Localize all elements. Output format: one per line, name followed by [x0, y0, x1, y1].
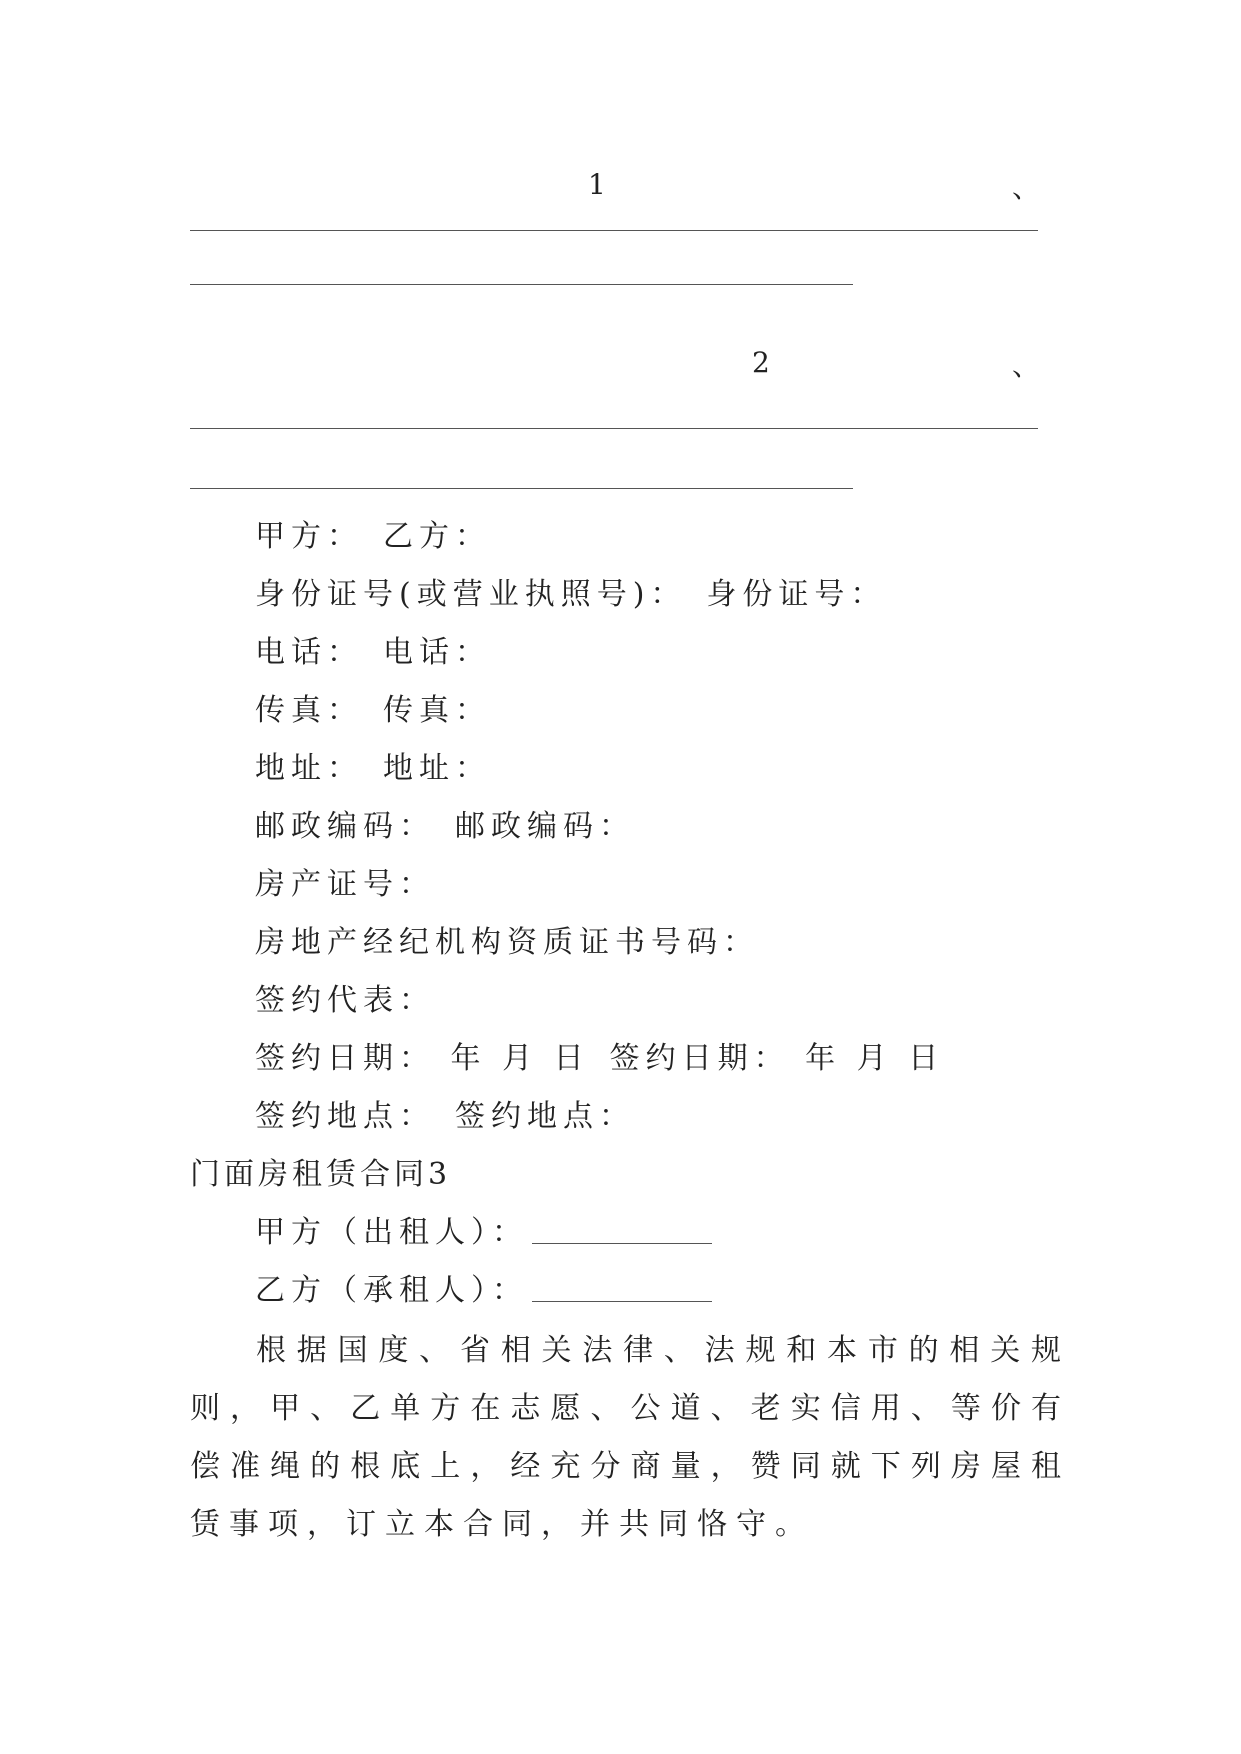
field-label: 房产证号：	[255, 867, 435, 902]
field-label: 邮政编码：	[255, 809, 435, 844]
field-row	[255, 691, 491, 731]
contract-paragraph: 根据国度、省相关法律、法规和本市的相关规则，甲、乙单方在志愿、公道、老实信用、等价有偿准绳的根底上，经充分商量，赞同就下列房屋租赁事项，订立本合同，并共同恪守。	[190, 1333, 1070, 1542]
field-label: 乙方：	[383, 519, 491, 554]
party-a-blank	[532, 1217, 712, 1244]
party-a-label: 甲方（出租人）：	[255, 1215, 528, 1250]
item-2-line	[190, 346, 1040, 386]
item-1-number: 1	[588, 168, 606, 201]
item-2-separator: 、	[1011, 349, 1040, 382]
field-label: 签约地点：	[455, 1099, 635, 1134]
blank-line	[190, 284, 853, 285]
field-label: 传真：	[383, 693, 491, 728]
item-2-number: 2	[752, 346, 770, 379]
field-row	[255, 981, 435, 1021]
field-row	[255, 923, 759, 963]
field-label: 地址：	[255, 751, 363, 786]
field-label: 身份证号(或营业执照号)：	[255, 577, 687, 612]
field-row	[255, 865, 435, 905]
field-label: 签约地点：	[255, 1099, 435, 1134]
field-label: 房地产经纪机构资质证书号码：	[255, 925, 759, 960]
field-label: 甲方：	[255, 519, 363, 554]
field-label: 传真：	[255, 693, 363, 728]
field-row	[255, 575, 886, 615]
item-1-line	[190, 168, 1040, 208]
contract-title: 门面房租赁合同3	[190, 1157, 452, 1192]
party-b-blank	[532, 1275, 712, 1302]
field-label: 签约日期： 年 月 日	[255, 1041, 590, 1076]
field-label: 地址：	[383, 751, 491, 786]
blank-line	[190, 428, 1038, 429]
field-row	[255, 517, 491, 557]
field-label: 电话：	[255, 635, 363, 670]
field-row	[255, 633, 491, 673]
field-label: 身份证号：	[706, 577, 887, 612]
field-row	[255, 749, 491, 789]
field-row	[255, 1039, 944, 1079]
field-label: 邮政编码：	[455, 809, 635, 844]
field-label: 电话：	[383, 635, 491, 670]
field-label: 签约日期： 年 月 日	[609, 1041, 945, 1076]
field-row	[255, 807, 635, 847]
blank-line	[190, 488, 853, 489]
blank-line	[190, 230, 1038, 231]
party-b-label: 乙方（承租人）：	[255, 1273, 528, 1308]
field-row	[255, 1097, 635, 1137]
item-1-separator: 、	[1011, 171, 1040, 204]
party-a-row	[255, 1213, 712, 1253]
field-label: 签约代表：	[255, 983, 435, 1018]
party-b-row	[255, 1271, 712, 1311]
